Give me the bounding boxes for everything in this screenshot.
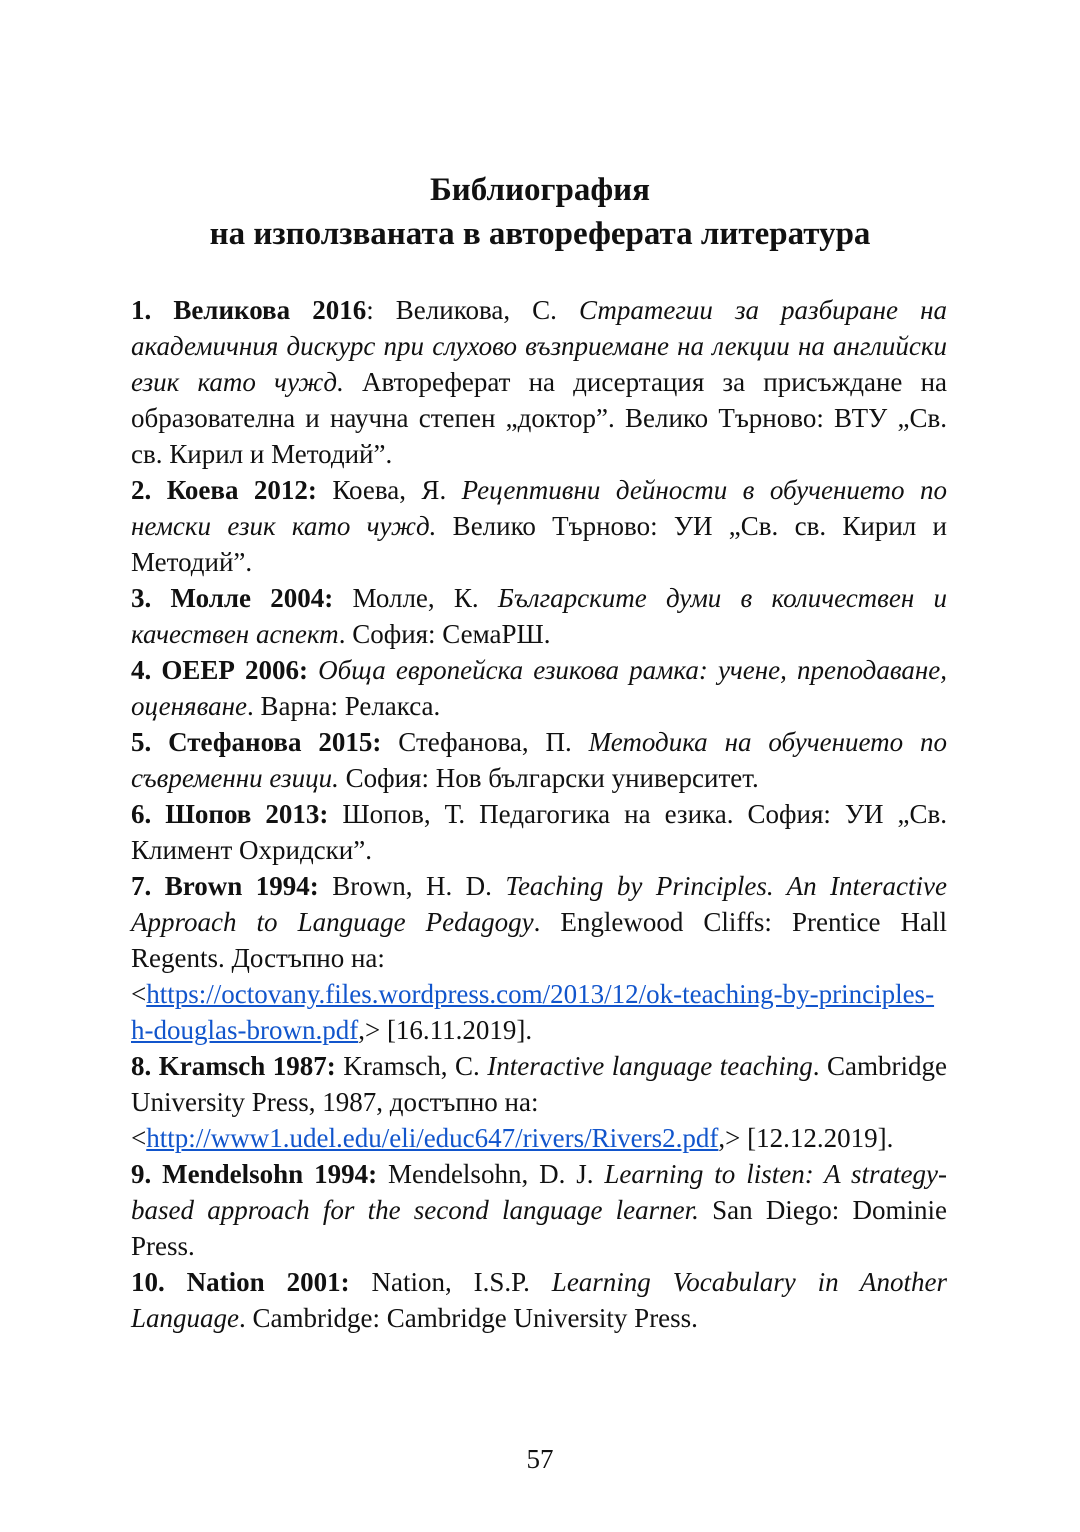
reference-work: Рецептивни дейности в обучението по немски език като чужд.: [131, 475, 947, 541]
link-close-date: ,> [16.11.2019].: [358, 1015, 533, 1045]
reference-head: 5. Стефанова 2015:: [131, 727, 382, 757]
reference-head: 8. Kramsch 1987:: [131, 1051, 336, 1081]
reference-tail: San Diego: Dominie Press.: [131, 1195, 947, 1261]
reference-head: 9. Mendelsohn 1994:: [131, 1159, 378, 1189]
reference-link-line: [131, 976, 947, 1048]
link-open-bracket: <: [131, 1123, 147, 1153]
reference-item: [131, 652, 947, 724]
reference-item: [131, 580, 947, 652]
reference-separator: :: [366, 295, 396, 325]
reference-work: Learning to listen: A strategy-based approach for the second language learner.: [131, 1159, 947, 1225]
reference-item: [131, 796, 947, 868]
reference-item: [131, 472, 947, 580]
reference-work: Learning Vocabulary in Another Language: [131, 1267, 947, 1333]
reference-work: Teaching by Principles. An Interactive Approach to Language Pedagogy: [131, 871, 947, 937]
reference-work: Обща европейска езикова рамка: учене, преподаване, оценяване: [131, 655, 948, 721]
link-close-date: ,> [12.12.2019].: [718, 1123, 894, 1153]
reference-head: 1. Великова 2016: [131, 295, 367, 325]
reference-author: Молле, К.: [333, 583, 498, 613]
reference-tail: София: Нов български университет.: [338, 763, 759, 793]
page-title: [0, 168, 1080, 256]
reference-item: [131, 1048, 947, 1156]
reference-list: [131, 292, 947, 1336]
page-number: 57: [526, 1444, 554, 1474]
reference-author: Brown, H. D.: [318, 871, 506, 901]
reference-author: Шопов, Т.: [328, 799, 480, 829]
reference-item: [131, 724, 947, 796]
reference-tail: . Cambridge: Cambridge University Press.: [239, 1303, 698, 1333]
reference-link-line: [131, 1120, 947, 1156]
reference-author: Mendelsohn, D. J.: [377, 1159, 605, 1189]
reference-item: [131, 292, 947, 472]
reference-tail: . Englewood Cliffs: Prentice Hall Regents. Достъпно на:: [131, 907, 947, 973]
reference-head: 2. Коева 2012:: [131, 475, 317, 505]
reference-author: Kramsch, C.: [335, 1051, 488, 1081]
reference-head: 4. ОЕЕР 2006:: [131, 655, 309, 685]
reference-work: Interactive language teaching: [487, 1051, 813, 1081]
reference-author: Стефанова, П.: [381, 727, 589, 757]
reference-tail: Педагогика на езика. София: УИ „Св. Климент Охридски”.: [131, 799, 947, 865]
reference-work: Методика на обучението по съвременни езици.: [131, 727, 947, 793]
reference-link[interactable]: https://octovany.files.wordpress.com/2013/12/ok-teaching-by-principles-h-douglas-brown.pdf: [131, 979, 935, 1045]
reference-tail: . Cambridge University Press, 1987, достъпно на:: [131, 1051, 947, 1117]
reference-head: 6. Шопов 2013:: [131, 799, 329, 829]
reference-tail: . София: СемаРШ.: [338, 619, 551, 649]
reference-author: [308, 655, 318, 685]
reference-work: Българските думи в количествен и качествен аспект: [131, 583, 948, 649]
reference-tail: Велико Търново: УИ „Св. св. Кирил и Методий”.: [131, 511, 947, 577]
reference-head: 7. Brown 1994:: [131, 871, 319, 901]
reference-head: 10. Nation 2001:: [131, 1267, 350, 1297]
reference-author: Великова, С.: [395, 295, 579, 325]
reference-author: Nation, I.S.P.: [349, 1267, 552, 1297]
reference-tail: Автореферат на дисертация за присъждане на образователна и научна степен „доктор”. Велико Търново: ВТУ „Св. св. Кирил и Методий”.: [131, 367, 948, 469]
reference-item: [131, 1264, 947, 1336]
title-line-2: на използваната в автореферата литература: [209, 216, 871, 252]
reference-link[interactable]: http://www1.udel.edu/eli/educ647/rivers/Rivers2.pdf: [146, 1123, 719, 1153]
reference-head: 3. Молле 2004:: [131, 583, 334, 613]
title-line-1: Библиография: [429, 172, 651, 208]
reference-tail: . Варна: Релакса.: [247, 691, 441, 721]
reference-author: Коева, Я.: [316, 475, 462, 505]
reference-item: [131, 868, 947, 1048]
reference-item: [131, 1156, 947, 1264]
link-open-bracket: <: [131, 979, 147, 1009]
reference-work: Стратегии за разбиране на академичния дискурс при слухово възприемане на лекции на английски език като чужд.: [131, 295, 947, 397]
